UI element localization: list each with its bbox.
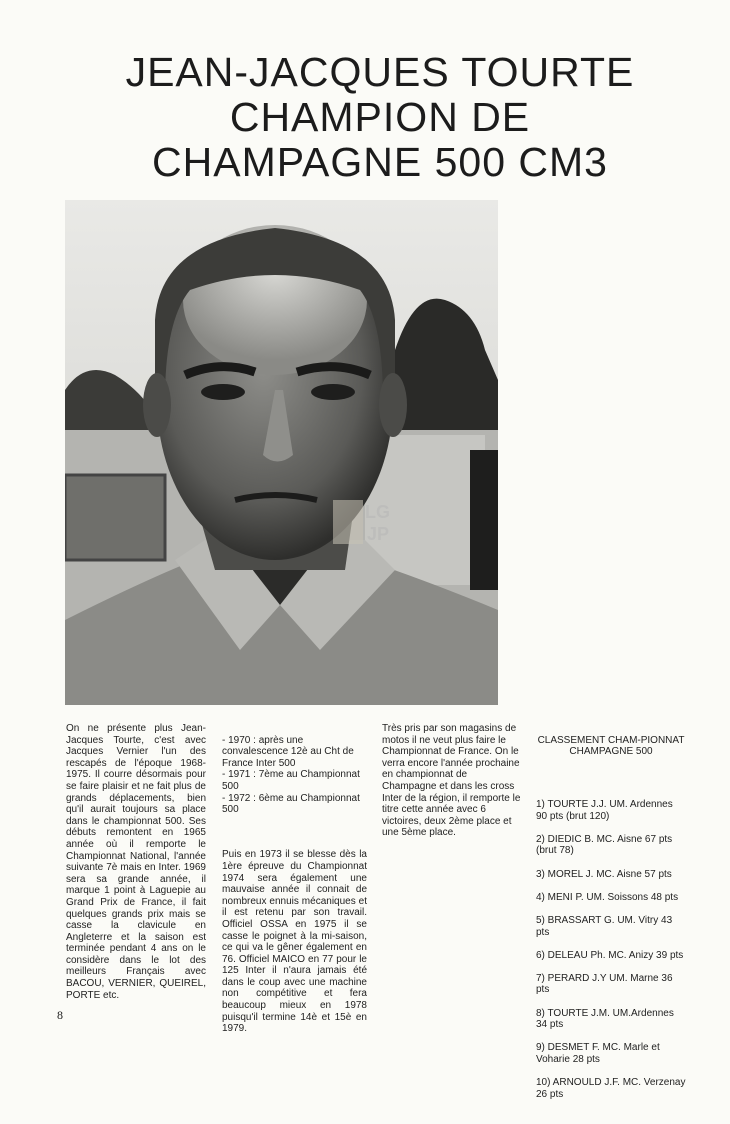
title-line-3: CHAMPAGNE 500 CM3 (152, 139, 608, 185)
portrait-photo (65, 200, 498, 705)
ranking-item: 7) PERARD J.Y UM. Marne 36 pts (536, 972, 673, 996)
ranking-item: 4) MENI P. UM. Soissons 48 pts (536, 891, 679, 903)
ranking-heading: CLASSEMENT CHAM-PIONNAT CHAMPAGNE 500 (537, 734, 685, 758)
ranking-item: 8) TOURTE J.M. UM.Ardennes 34 pts (536, 1007, 674, 1031)
watermark-logo-icon (333, 498, 395, 546)
article-column-1: On ne présente plus Jean-Jacques Tourte, c'est avec Jacques Vernier l'un des rescapés de l'époque 1968-1975. Il courre désormais pour se faire plaisir et ne fait plus de grands déplacements, bien qu'il aurait toujours sa place dans le championnat 500. Ses débuts remontent en 1965 année où il remporte le Championnat National, l'année suivante 7è mais en Inter. 1969 sera sa grande année, il marque 1 point à Laguepie au Grand Prix de France, il fait quelques grands prix mais se casse la clavicule en Angleterre et la saison est terminée pendant 4 ans on le considère dans le lot des meilleurs Français avec BACOU, VERNIER, QUEIREL, PORTE etc. (66, 723, 206, 1001)
article-title (70, 50, 690, 185)
ranking-item: 6) DELEAU Ph. MC. Anizy 39 pts (536, 949, 684, 961)
article-column-2 (222, 723, 367, 1046)
article-column-3: Très pris par son magasins de motos il ne veut plus faire le Championnat de France. On le verra encore l'année prochaine en championnat de Champagne et dans les cross Inter de la région, il remporte le titre cette année avec 6 victoires, deux 2ème place et une 5ème place. (382, 723, 521, 839)
ranking-item: 5) BRASSART G. UM. Vitry 43 pts (536, 914, 673, 938)
ranking-list (536, 787, 686, 1112)
ranking-item: 10) ARNOULD J.F. MC. Verzenay 26 pts (536, 1077, 686, 1100)
ranking-column (536, 723, 686, 1124)
logo-watermark (333, 498, 395, 546)
page-number: 8 (57, 1008, 63, 1022)
watermark-text-top: LG (365, 502, 390, 522)
ranking-item: 3) MOREL J. MC. Aisne 57 pts (536, 868, 672, 880)
title-line-1: JEAN-JACQUES TOURTE (125, 49, 635, 95)
ranking-item: 9) DESMET F. MC. Marle et Voharie 28 pts (536, 1042, 660, 1066)
career-list: - 1970 : après une convalescence 12è au Cht de France Inter 500 - 1971 : 7ème au Championnat 500 - 1972 : 6ème au Championnat 500 (222, 734, 360, 816)
watermark-text-bottom: JP (367, 524, 390, 544)
portrait-illustration (65, 200, 498, 705)
ranking-item: 2) DIEDIC B. MC. Aisne 67 pts (brut 78) (536, 833, 673, 857)
career-paragraph: Puis en 1973 il se blesse dès la 1ère épreuve du Championnat 1974 sera également une mauvaise année il connait de nombreux ennuis mécaniques et il est retenu par son travail. Officiel OSSA en 1975 il se casse le poignet à la mi-saison, ce qui va le gêner également en 76. Officiel MAICO en 77 pour le 125 Inter il n'aura jamais été dans le coup avec une machine non compétitive et fera beaucoup mieux en 1978 puisqu'il termine 14è et 15è en 1979. (222, 849, 367, 1035)
title-line-2: CHAMPION DE (229, 94, 531, 140)
ranking-item: 1) TOURTE J.J. UM. Ardennes 90 pts (brut 120) (536, 798, 673, 822)
